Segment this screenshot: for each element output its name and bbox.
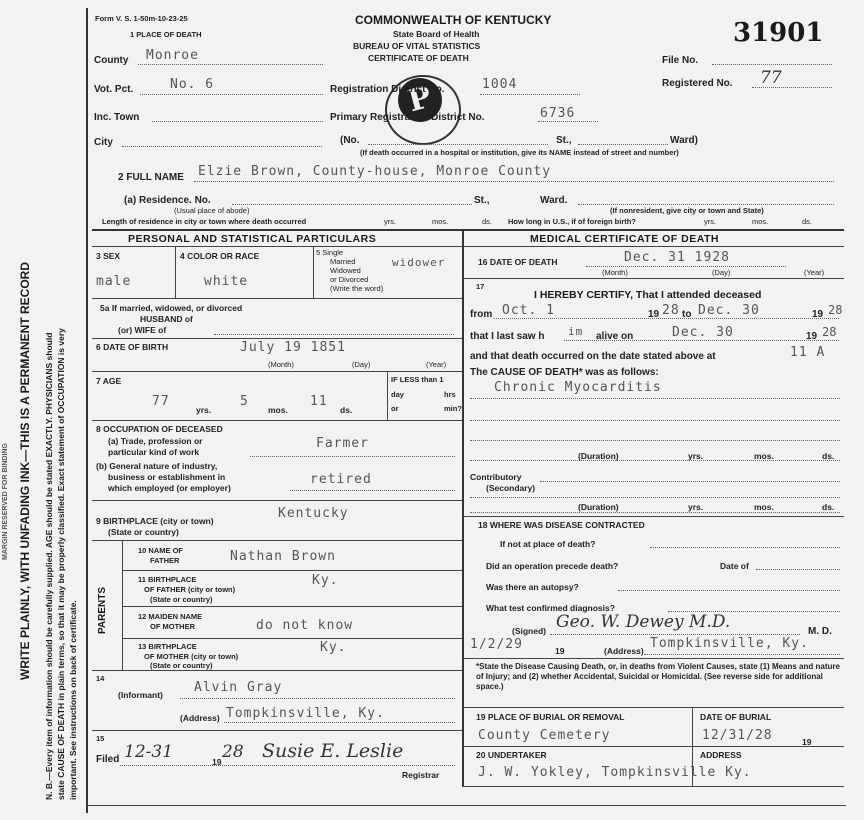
- last-saw-year: 28: [822, 325, 837, 339]
- margin-permanent-record: WRITE PLAINLY, WITH UNFADING INK—THIS IS A PERMANENT RECORD: [18, 261, 32, 680]
- us-yrs: yrs.: [704, 217, 717, 226]
- residence-st-label: St.,: [474, 195, 490, 206]
- from-label: from: [470, 309, 493, 320]
- date-of-death-value: Dec. 31 1928: [624, 250, 730, 265]
- signed-label: (Signed): [512, 626, 546, 636]
- cause-value: Chronic Myocarditis: [494, 380, 662, 395]
- from-date: Oct. 1: [502, 303, 555, 318]
- dob-month: (Month): [268, 360, 294, 369]
- primary-reg-value: 6736: [540, 106, 576, 121]
- father-value: Nathan Brown: [230, 549, 336, 564]
- duration-label-2: (Duration): [578, 502, 619, 512]
- full-name-label: 2 FULL NAME: [118, 172, 184, 183]
- undertaker-address-label: ADDRESS: [700, 750, 742, 760]
- len-ds: ds.: [482, 217, 493, 226]
- hospital-note: (If death occurred in a hospital or institution, give its NAME instead of street and number): [360, 148, 679, 157]
- spouse-label-1: 5a If married, widowed, or divorced: [100, 303, 243, 313]
- death-time: 11 A: [790, 345, 826, 360]
- secondary-label: (Secondary): [486, 483, 536, 493]
- street-no-label: (No.: [340, 135, 360, 146]
- mother-value: do not know: [256, 618, 354, 633]
- sex-label: 3 SEX: [96, 251, 121, 261]
- how-long-us-label: How long in U.S., if of foreign birth?: [508, 217, 636, 226]
- registered-no-value: 77: [760, 68, 782, 88]
- city-label: City: [94, 137, 113, 148]
- dod-year: (Year): [804, 268, 825, 277]
- residence-label: (a) Residence. No.: [124, 195, 211, 206]
- age-label: 7 AGE: [96, 376, 122, 386]
- item-17: 17: [476, 282, 485, 291]
- mother-bp-label-3: (State or country): [150, 661, 213, 670]
- father-bp-label-2: OF FATHER (city or town): [144, 585, 236, 594]
- vot-pct-label: Vot. Pct.: [94, 84, 134, 95]
- filed-num: 15: [96, 734, 105, 743]
- marital-label-1: 5 Single: [316, 248, 344, 257]
- trade-label-1: (a) Trade, profession or: [108, 436, 203, 446]
- father-bp-value: Ky.: [312, 573, 339, 588]
- nonresident-note: (If nonresident, give city or town and State): [610, 206, 764, 215]
- length-residence-label: Length of residence in city or town where death occurred: [102, 217, 307, 226]
- dob-day: (Day): [352, 360, 371, 369]
- birthplace-label-2: (State or country): [108, 527, 179, 537]
- date-of-label: Date of: [720, 561, 749, 571]
- mother-label-1: 12 MAIDEN NAME: [138, 612, 203, 621]
- us-ds: ds.: [802, 217, 813, 226]
- dod-month: (Month): [602, 268, 628, 277]
- vot-pct-value: No. 6: [170, 77, 215, 92]
- burial-date-value: 12/31/28: [702, 728, 773, 743]
- last-saw-date: Dec. 30: [672, 325, 734, 340]
- if-less-1: IF LESS than 1: [391, 375, 444, 384]
- mother-bp-label-2: OF MOTHER (city or town): [144, 652, 239, 661]
- medical-section-title: MEDICAL CERTIFICATE OF DEATH: [530, 233, 719, 245]
- last-saw-him: im: [568, 325, 584, 338]
- dur2-yrs: yrs.: [688, 502, 704, 512]
- full-name-value: Elzie Brown, County-house, Monroe County: [198, 164, 552, 179]
- len-yrs: yrs.: [384, 217, 397, 226]
- dur2-mos: mos.: [754, 502, 774, 512]
- undertaker-label: 20 UNDERTAKER: [476, 750, 547, 760]
- ward-label: Ward): [670, 135, 698, 146]
- registrar-label: Registrar: [402, 770, 440, 780]
- reg-district-value: 1004: [482, 77, 518, 92]
- to-year-pre: 19: [812, 309, 824, 320]
- form-id: Form V. S. 1-50m-10-23-25: [95, 14, 188, 23]
- informant-num: 14: [96, 674, 105, 683]
- sex-value: male: [96, 274, 132, 289]
- to-date: Dec. 30: [698, 303, 760, 318]
- us-mos: mos.: [752, 217, 769, 226]
- spouse-label-3: (or) WIFE of: [118, 325, 167, 335]
- place-of-death-label: 1 PLACE OF DEATH: [130, 30, 202, 39]
- reg-district-label: Registration District No.: [330, 84, 445, 95]
- to-year: 28: [828, 303, 843, 317]
- date-of-death-label: 16 DATE OF DEATH: [478, 257, 558, 267]
- header-certificate: CERTIFICATE OF DEATH: [368, 53, 469, 63]
- marital-label-5: (Write the word): [330, 284, 384, 293]
- contracted-label: 18 WHERE WAS DISEASE CONTRACTED: [478, 520, 645, 530]
- burial-year-pre: 19: [802, 737, 812, 747]
- informant-value: Alvin Gray: [194, 680, 283, 695]
- stamp-letter-p: P: [393, 73, 447, 127]
- age-months: 5: [240, 394, 249, 409]
- dob-value: July 19 1851: [240, 340, 346, 355]
- marital-label-4: or Divorced: [330, 275, 369, 284]
- filed-year: 28: [222, 742, 244, 762]
- md-label: M. D.: [808, 626, 832, 637]
- age-years: 77: [152, 394, 170, 409]
- dur1-mos: mos.: [754, 451, 774, 461]
- mother-bp-value: Ky.: [320, 640, 347, 655]
- dob-label: 6 DATE OF BIRTH: [96, 342, 169, 352]
- last-saw-year-pre: 19: [806, 331, 818, 342]
- from-year: 28: [662, 303, 680, 318]
- certify-text: I HEREBY CERTIFY, That I attended deceased: [534, 289, 762, 301]
- not-at-place-label: If not at place of death?: [500, 539, 596, 549]
- margin-notice-line2: state CAUSE OF DEATH in plain terms, so that it may be properly classified. Exact statement of OCCUPATION is very: [56, 328, 66, 800]
- filed-label: Filed: [96, 754, 120, 765]
- physician-signature: Geo. W. Dewey M.D.: [556, 612, 731, 632]
- alive-on-label: alive on: [596, 331, 634, 342]
- cause-label: The CAUSE OF DEATH* was as follows:: [470, 367, 659, 378]
- dob-year: (Year): [426, 360, 447, 369]
- filed-date: 12-31: [124, 742, 174, 762]
- street-label: St.,: [556, 135, 572, 146]
- father-bp-label-3: (State or country): [150, 595, 213, 604]
- header-board: State Board of Health: [393, 29, 480, 39]
- violent-causes-note: *State the Disease Causing Death, or, in deaths from Violent Causes, state (1) Means and nature of Injury; and (2) whether Accidental, Suicidal or Homicidal. (See reverse side for additional space.): [476, 662, 840, 691]
- primary-reg-label: Primary Registration District No.: [330, 112, 485, 123]
- marital-label-3: Widowed: [330, 266, 361, 275]
- death-occurred-label: and that death occurred on the date stated above at: [470, 351, 716, 362]
- birthplace-value: Kentucky: [278, 506, 349, 521]
- age-days: 11: [310, 394, 328, 409]
- len-mos: mos.: [432, 217, 449, 226]
- informant-address-value: Tompkinsville, Ky.: [226, 706, 385, 721]
- marital-label-2: Married: [330, 257, 356, 266]
- to-label: to: [682, 309, 692, 320]
- header-commonwealth: COMMONWEALTH OF KENTUCKY: [355, 13, 552, 27]
- dur2-ds: ds.: [822, 502, 835, 512]
- certificate-number: 31901: [733, 18, 824, 48]
- last-saw-label: that I last saw h: [470, 331, 545, 342]
- test-label: What test confirmed diagnosis?: [486, 603, 615, 613]
- informant-address-label: (Address): [180, 713, 220, 723]
- county-value: Monroe: [146, 48, 199, 63]
- if-less-3: hrs: [444, 390, 456, 399]
- margin-notice-line1: N. B.—Every item of information should be carefully supplied. AGE should be stated EXACTLY. PHYSICIANS should: [44, 332, 54, 800]
- if-less-5: min?: [444, 404, 462, 413]
- birthplace-label-1: 9 BIRTHPLACE (city or town): [96, 516, 214, 526]
- burial-date-label: DATE OF BURIAL: [700, 712, 772, 722]
- operation-label: Did an operation precede death?: [486, 561, 619, 571]
- industry-label-3: which employed (or employer): [108, 483, 231, 493]
- registrar-signature: Susie E. Leslie: [262, 740, 404, 762]
- autopsy-label: Was there an autopsy?: [486, 582, 579, 592]
- margin-binding: MARGIN RESERVED FOR BINDING: [2, 443, 9, 560]
- signed-year-pre: 19: [555, 646, 565, 656]
- margin-notice-line3: important. See instructions on back of certificate.: [68, 600, 78, 800]
- registered-no-label: Registered No.: [662, 78, 733, 89]
- color-label: 4 COLOR OR RACE: [180, 251, 260, 261]
- industry-value: retired: [310, 472, 372, 487]
- filed-year-prefix: 19: [212, 757, 222, 767]
- dur1-yrs: yrs.: [688, 451, 704, 461]
- mother-label-2: OF MOTHER: [150, 622, 195, 631]
- father-label-1: 10 NAME OF: [138, 546, 184, 555]
- trade-value: Farmer: [316, 436, 369, 451]
- header-bureau: BUREAU OF VITAL STATISTICS: [353, 41, 481, 51]
- file-no-label: File No.: [662, 55, 699, 66]
- residence-ward-label: Ward.: [540, 195, 568, 206]
- color-value: white: [204, 274, 249, 289]
- signed-address-label: (Address): [604, 646, 644, 656]
- county-label: County: [94, 55, 129, 66]
- inc-town-label: Inc. Town: [94, 112, 140, 123]
- from-year-pre: 19: [648, 309, 660, 320]
- if-less-2: day: [391, 390, 404, 399]
- dod-day: (Day): [712, 268, 731, 277]
- signed-address: Tompkinsville, Ky.: [650, 636, 809, 651]
- age-ds-label: ds.: [340, 405, 353, 415]
- burial-label: 19 PLACE OF BURIAL OR REMOVAL: [476, 712, 625, 722]
- dur1-ds: ds.: [822, 451, 835, 461]
- burial-value: County Cemetery: [478, 728, 611, 743]
- industry-label-2: business or establishment in: [108, 472, 226, 482]
- occupation-label: 8 OCCUPATION OF DECEASED: [96, 424, 223, 434]
- trade-label-2: particular kind of work: [108, 447, 200, 457]
- mother-bp-label-1: 13 BIRTHPLACE: [138, 642, 197, 651]
- industry-label-1: (b) General nature of industry,: [96, 461, 218, 471]
- undertaker-value: J. W. Yokley, Tompkinsville Ky.: [478, 765, 752, 780]
- usual-place-note: (Usual place of abode): [174, 206, 250, 215]
- personal-section-title: PERSONAL AND STATISTICAL PARTICULARS: [128, 233, 377, 245]
- father-bp-label-1: 11 BIRTHPLACE: [138, 575, 197, 584]
- signed-date: 1/2/29: [470, 637, 523, 652]
- if-less-4: or: [391, 404, 399, 413]
- age-yrs-label: yrs.: [196, 405, 212, 415]
- father-label-2: FATHER: [150, 556, 180, 565]
- parents-label: PARENTS: [97, 586, 108, 634]
- marital-value: widower: [392, 256, 446, 269]
- contributory-label: Contributory: [470, 472, 522, 482]
- age-mos-label: mos.: [268, 405, 288, 415]
- informant-label: (Informant): [118, 690, 163, 700]
- duration-label-1: (Duration): [578, 451, 619, 461]
- spouse-label-2: HUSBAND of: [140, 314, 193, 324]
